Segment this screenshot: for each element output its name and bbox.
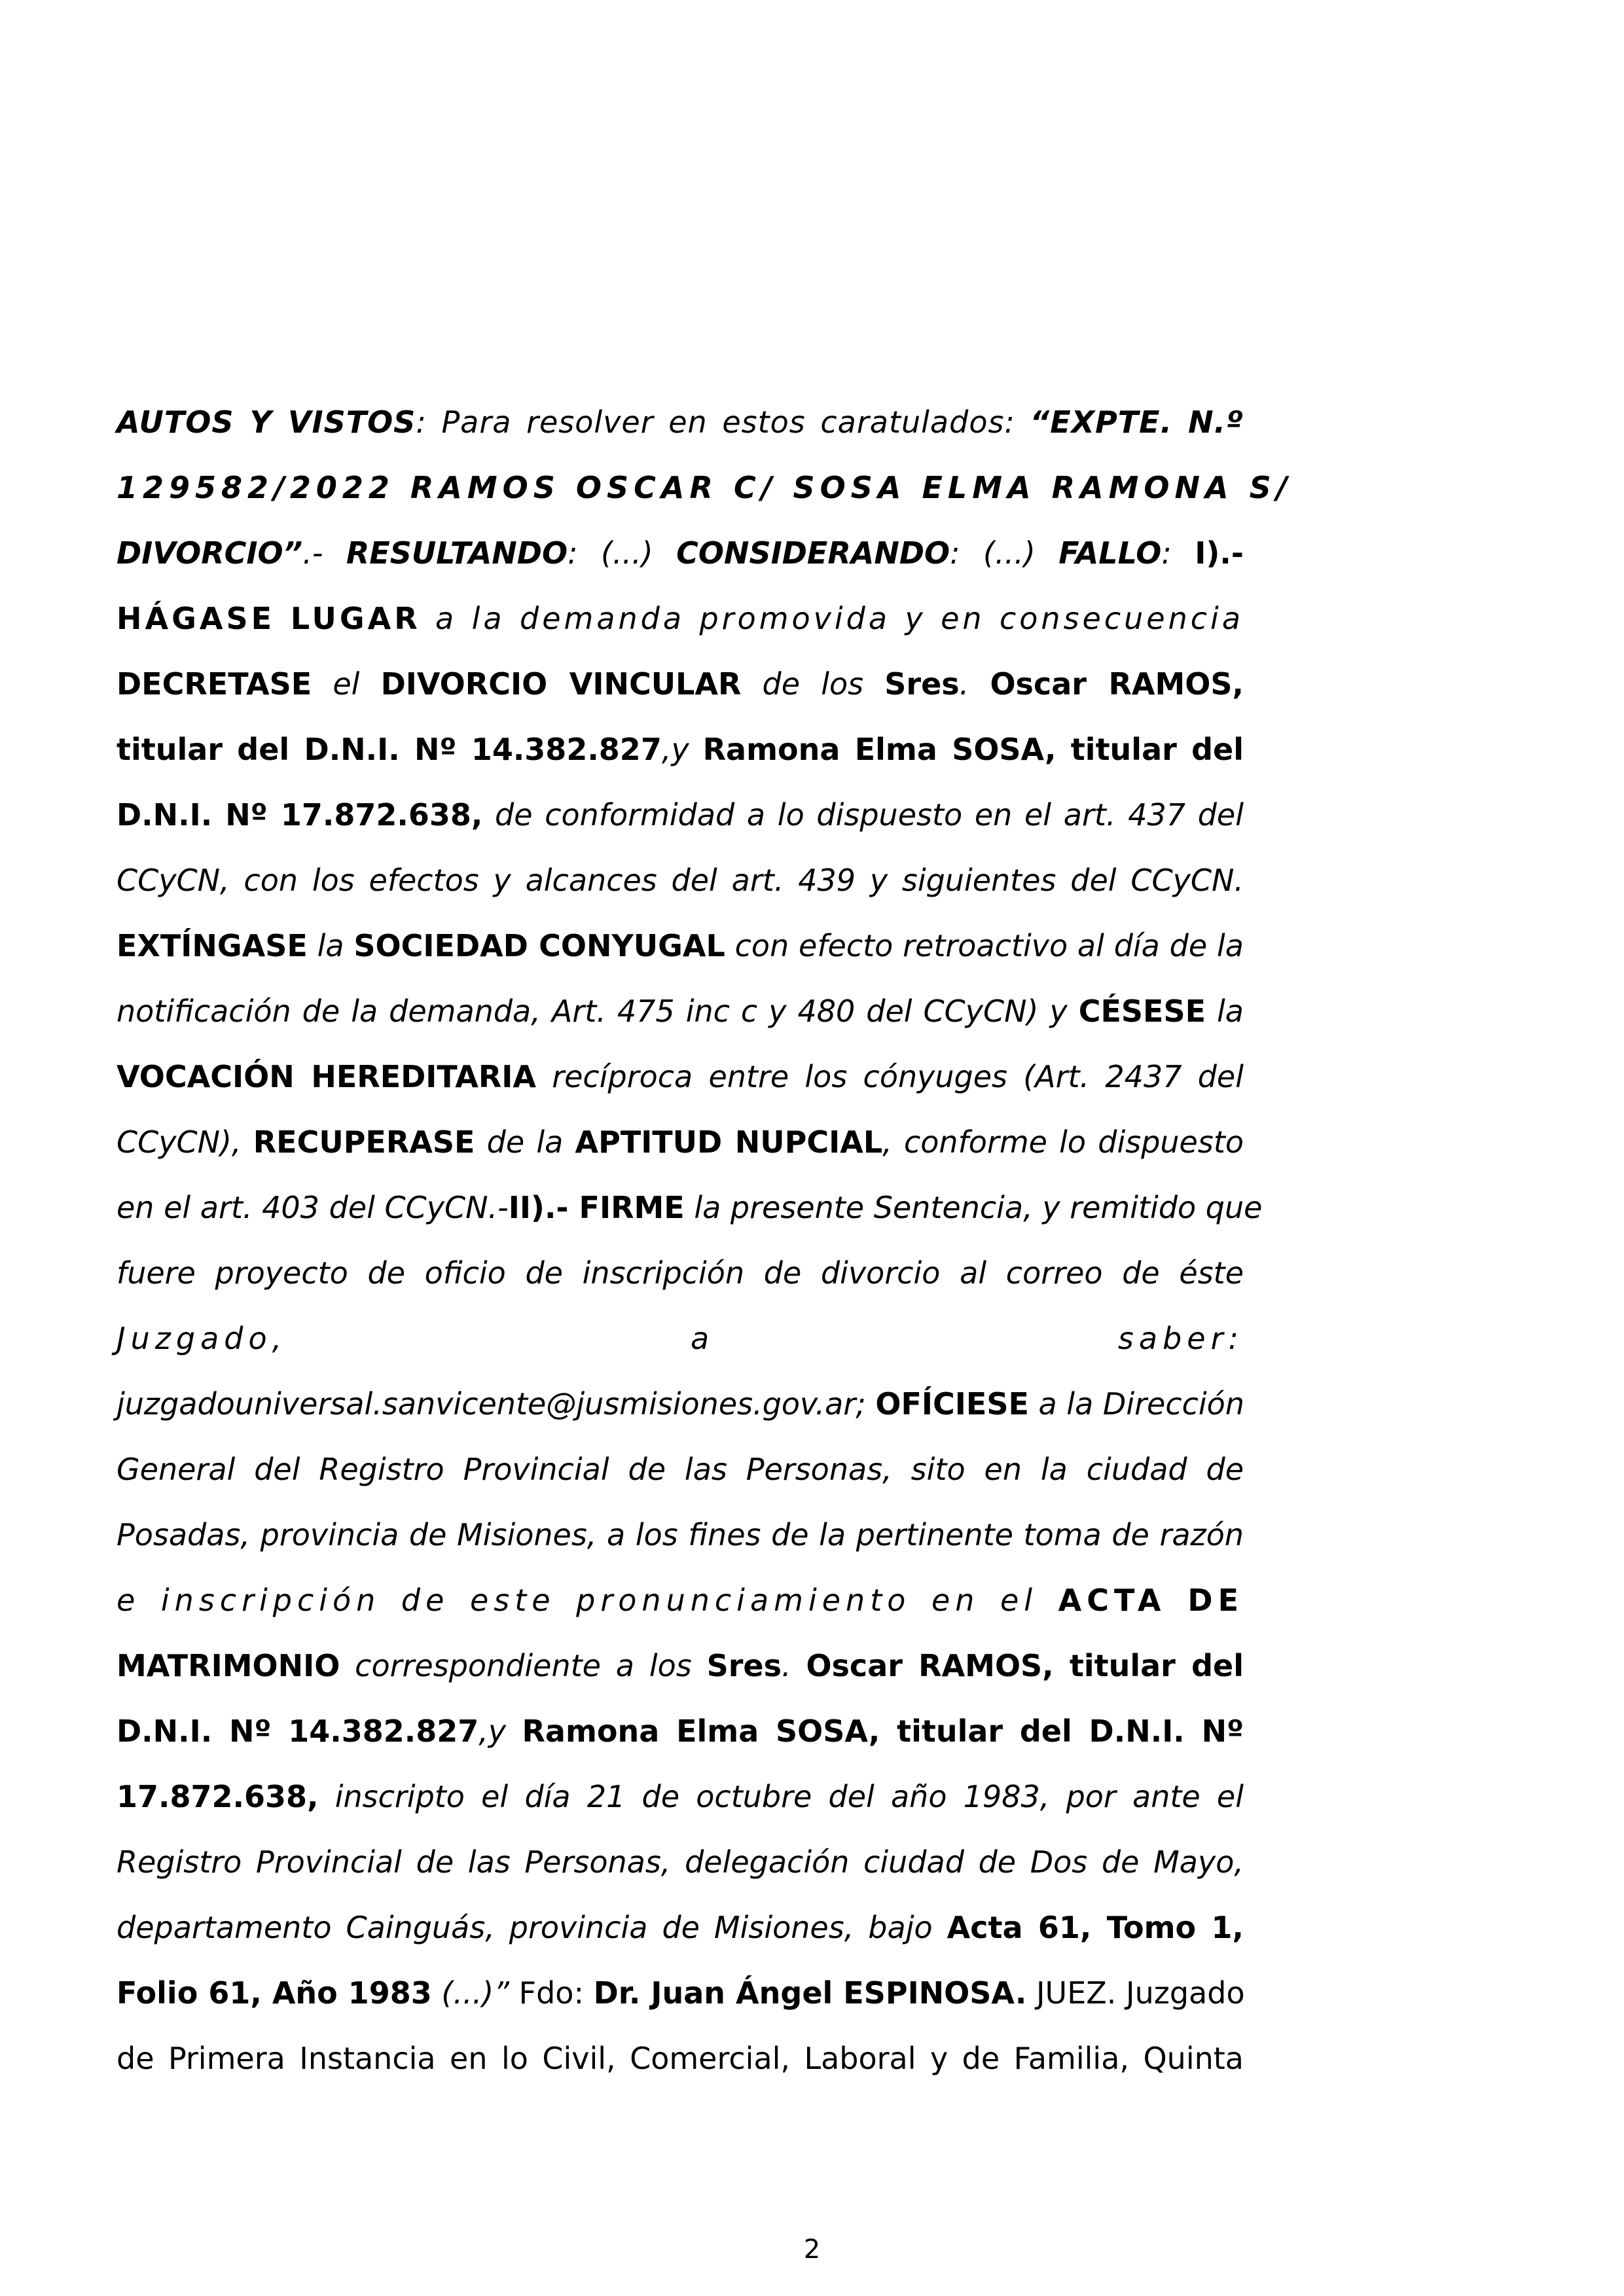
line-10-seg-2: CÉSESE — [1078, 994, 1206, 1029]
line-3-seg-5: CONSIDERANDO — [676, 535, 950, 571]
line-25-seg-3: Fdo: — [509, 1975, 594, 2011]
line-9-seg-1: EXTÍNGASE — [117, 928, 308, 963]
line-12-seg-2: RECUPERASE — [253, 1124, 475, 1160]
line-6-seg-1: titular del D.N.I. Nº 14.382.827 — [117, 732, 662, 767]
line-8-seg-1: CCyCN, con los efectos y alcances del art. 439 y siguientes del CCyCN. — [117, 863, 1244, 898]
line-14-seg-1: fuere proyecto de oficio de inscripción de divorcio al correo de éste — [117, 1255, 1244, 1291]
body-line-5 — [117, 664, 1244, 704]
line-9-seg-2: la — [307, 928, 354, 963]
line-25-seg-5: JUEZ. Juzgado — [1026, 1975, 1245, 2011]
line-24-seg-2: Acta 61, Tomo 1, — [947, 1910, 1244, 1945]
body-line-3 — [117, 533, 1244, 573]
body-line-6 — [117, 730, 1244, 769]
body-line-24 — [117, 1908, 1244, 1947]
line-10-seg-3: la — [1206, 994, 1244, 1029]
body-line-8 — [117, 861, 1244, 900]
body-line-9 — [117, 926, 1244, 965]
line-13-seg-3: la presente Sentencia, y remitido que — [684, 1190, 1263, 1225]
line-12-seg-5: , conforme lo dispuesto — [882, 1124, 1244, 1160]
body-line-1 — [117, 403, 1244, 442]
line-20-seg-1: MATRIMONIO — [117, 1648, 340, 1683]
line-13-seg-2: II).- FIRME — [508, 1190, 685, 1225]
line-5-seg-6: . — [959, 666, 990, 702]
body-line-16 — [117, 1384, 1244, 1424]
line-5-seg-5: Sres — [884, 666, 960, 702]
line-7-seg-2: de conformidad a lo dispuesto en el art. 437 del — [482, 797, 1244, 833]
body-line-20 — [117, 1646, 1244, 1685]
line-4-seg-1: HÁGASE LUGAR — [117, 601, 421, 636]
line-20-seg-3: Sres — [706, 1648, 782, 1683]
line-19-seg-2: ACTA DE — [1058, 1583, 1244, 1618]
line-16-seg-3: a la Dirección — [1028, 1386, 1244, 1422]
line-6-seg-2: ,y — [661, 732, 703, 767]
line-12-seg-4: APTITUD NUPCIAL — [575, 1124, 883, 1160]
line-5-seg-7: Oscar RAMOS, — [990, 666, 1244, 702]
line-10-seg-1: notificación de la demanda, Art. 475 inc c y 480 del CCyCN) y — [117, 994, 1079, 1029]
line-11-seg-1: VOCACIÓN HEREDITARIA — [117, 1059, 536, 1094]
body-line-11 — [117, 1057, 1244, 1096]
line-3-seg-9: I).- — [1195, 535, 1244, 571]
line-22-seg-2: inscripto el día 21 de octubre del año 1983, por ante el — [318, 1779, 1244, 1814]
body-line-17 — [117, 1450, 1244, 1489]
line-18-seg-1: Posadas, provincia de Misiones, a los fines de la pertinente toma de razón — [117, 1517, 1244, 1552]
body-line-14 — [117, 1253, 1244, 1293]
body-line-12 — [117, 1122, 1244, 1162]
line-20-seg-5: Oscar RAMOS, titular del — [806, 1648, 1244, 1683]
body-line-15 — [117, 1319, 1244, 1358]
line-3-seg-3: RESULTANDO — [346, 535, 568, 571]
line-25-seg-2: (...)” — [431, 1975, 510, 2011]
line-12-seg-3: de la — [475, 1124, 575, 1160]
line-5-seg-4: de los — [741, 666, 885, 702]
line-3-seg-6: : (...) — [950, 535, 1059, 571]
line-1-seg-3: “EXPTE. N.º — [1030, 404, 1244, 440]
body-line-7 — [117, 795, 1244, 834]
line-21-seg-3: Ramona Elma SOSA, titular del D.N.I. Nº — [522, 1713, 1244, 1749]
body-line-19 — [117, 1581, 1244, 1620]
email-address: juzgadouniversal.sanvicente@jusmisiones.gov.ar; — [117, 1386, 876, 1422]
line-22-seg-1: 17.872.638, — [117, 1779, 319, 1814]
line-23-seg-1: Registro Provincial de las Personas, delegación ciudad de Dos de Mayo, — [117, 1844, 1244, 1880]
line-3-seg-7: FALLO — [1058, 535, 1162, 571]
line-12-seg-1: CCyCN), — [117, 1124, 253, 1160]
body-line-21 — [117, 1712, 1244, 1751]
line-21-seg-2: ,y — [478, 1713, 522, 1749]
line-20-seg-4: . — [781, 1648, 806, 1683]
body-line-26 — [117, 2039, 1244, 2078]
line-1-seg-1: AUTOS Y VISTOS — [117, 404, 416, 440]
body-line-18 — [117, 1515, 1244, 1554]
line-9-seg-4: con efecto retroactivo al día de la — [725, 928, 1244, 963]
line-4-seg-2: a la demanda promovida y en consecuencia — [420, 601, 1244, 636]
line-11-seg-2: recíproca entre los cónyuges (Art. 2437 del — [535, 1059, 1244, 1094]
body-line-13 — [117, 1188, 1263, 1227]
line-13-seg-1: en el art. 403 del CCyCN.- — [117, 1190, 509, 1225]
line-7-seg-1: D.N.I. Nº 17.872.638, — [117, 797, 483, 833]
line-15-seg-1: Juzgado, a saber: — [117, 1321, 1244, 1356]
line-5-seg-1: DECRETASE — [117, 666, 312, 702]
body-line-4 — [117, 599, 1244, 638]
line-6-seg-3: Ramona Elma SOSA, titular del — [702, 732, 1244, 767]
line-25-seg-4: Dr. Juan Ángel ESPINOSA. — [593, 1975, 1027, 2011]
body-line-2 — [117, 468, 1293, 507]
line-2-seg-1: 129582/2022 RAMOS OSCAR C/ SOSA ELMA RAMONA S/ — [117, 470, 1293, 505]
line-3-seg-2: .- — [302, 535, 346, 571]
body-line-23 — [117, 1842, 1244, 1882]
line-17-seg-1: General del Registro Provincial de las Personas, sito en la ciudad de — [117, 1452, 1244, 1487]
body-line-10 — [117, 992, 1244, 1031]
line-19-seg-1: e inscripción de este pronunciamiento en el — [117, 1583, 1058, 1618]
line-5-seg-3: DIVORCIO VINCULAR — [380, 666, 742, 702]
body-line-22 — [117, 1777, 1244, 1816]
line-3-seg-1: DIVORCIO” — [117, 535, 303, 571]
line-25-seg-1: Folio 61, Año 1983 — [117, 1975, 432, 2011]
line-26-seg-1: de Primera Instancia en lo Civil, Comercial, Laboral y de Familia, Quinta — [117, 2041, 1244, 2076]
line-21-seg-1: D.N.I. Nº 14.382.827 — [117, 1713, 479, 1749]
line-5-seg-2: el — [312, 666, 381, 702]
line-9-seg-3: SOCIEDAD CONYUGAL — [353, 928, 725, 963]
body-line-25 — [117, 1973, 1244, 2013]
page-number: 2 — [803, 2234, 821, 2265]
line-3-seg-8: : — [1161, 535, 1195, 571]
line-20-seg-2: correspondiente a los — [340, 1648, 707, 1683]
line-24-seg-1: departamento Cainguás, provincia de Misiones, bajo — [117, 1910, 947, 1945]
line-1-seg-2: : Para resolver en estos caratulados: — [416, 404, 1030, 440]
line-3-seg-4: : (...) — [568, 535, 677, 571]
line-16-seg-2: OFÍCIESE — [875, 1386, 1029, 1422]
